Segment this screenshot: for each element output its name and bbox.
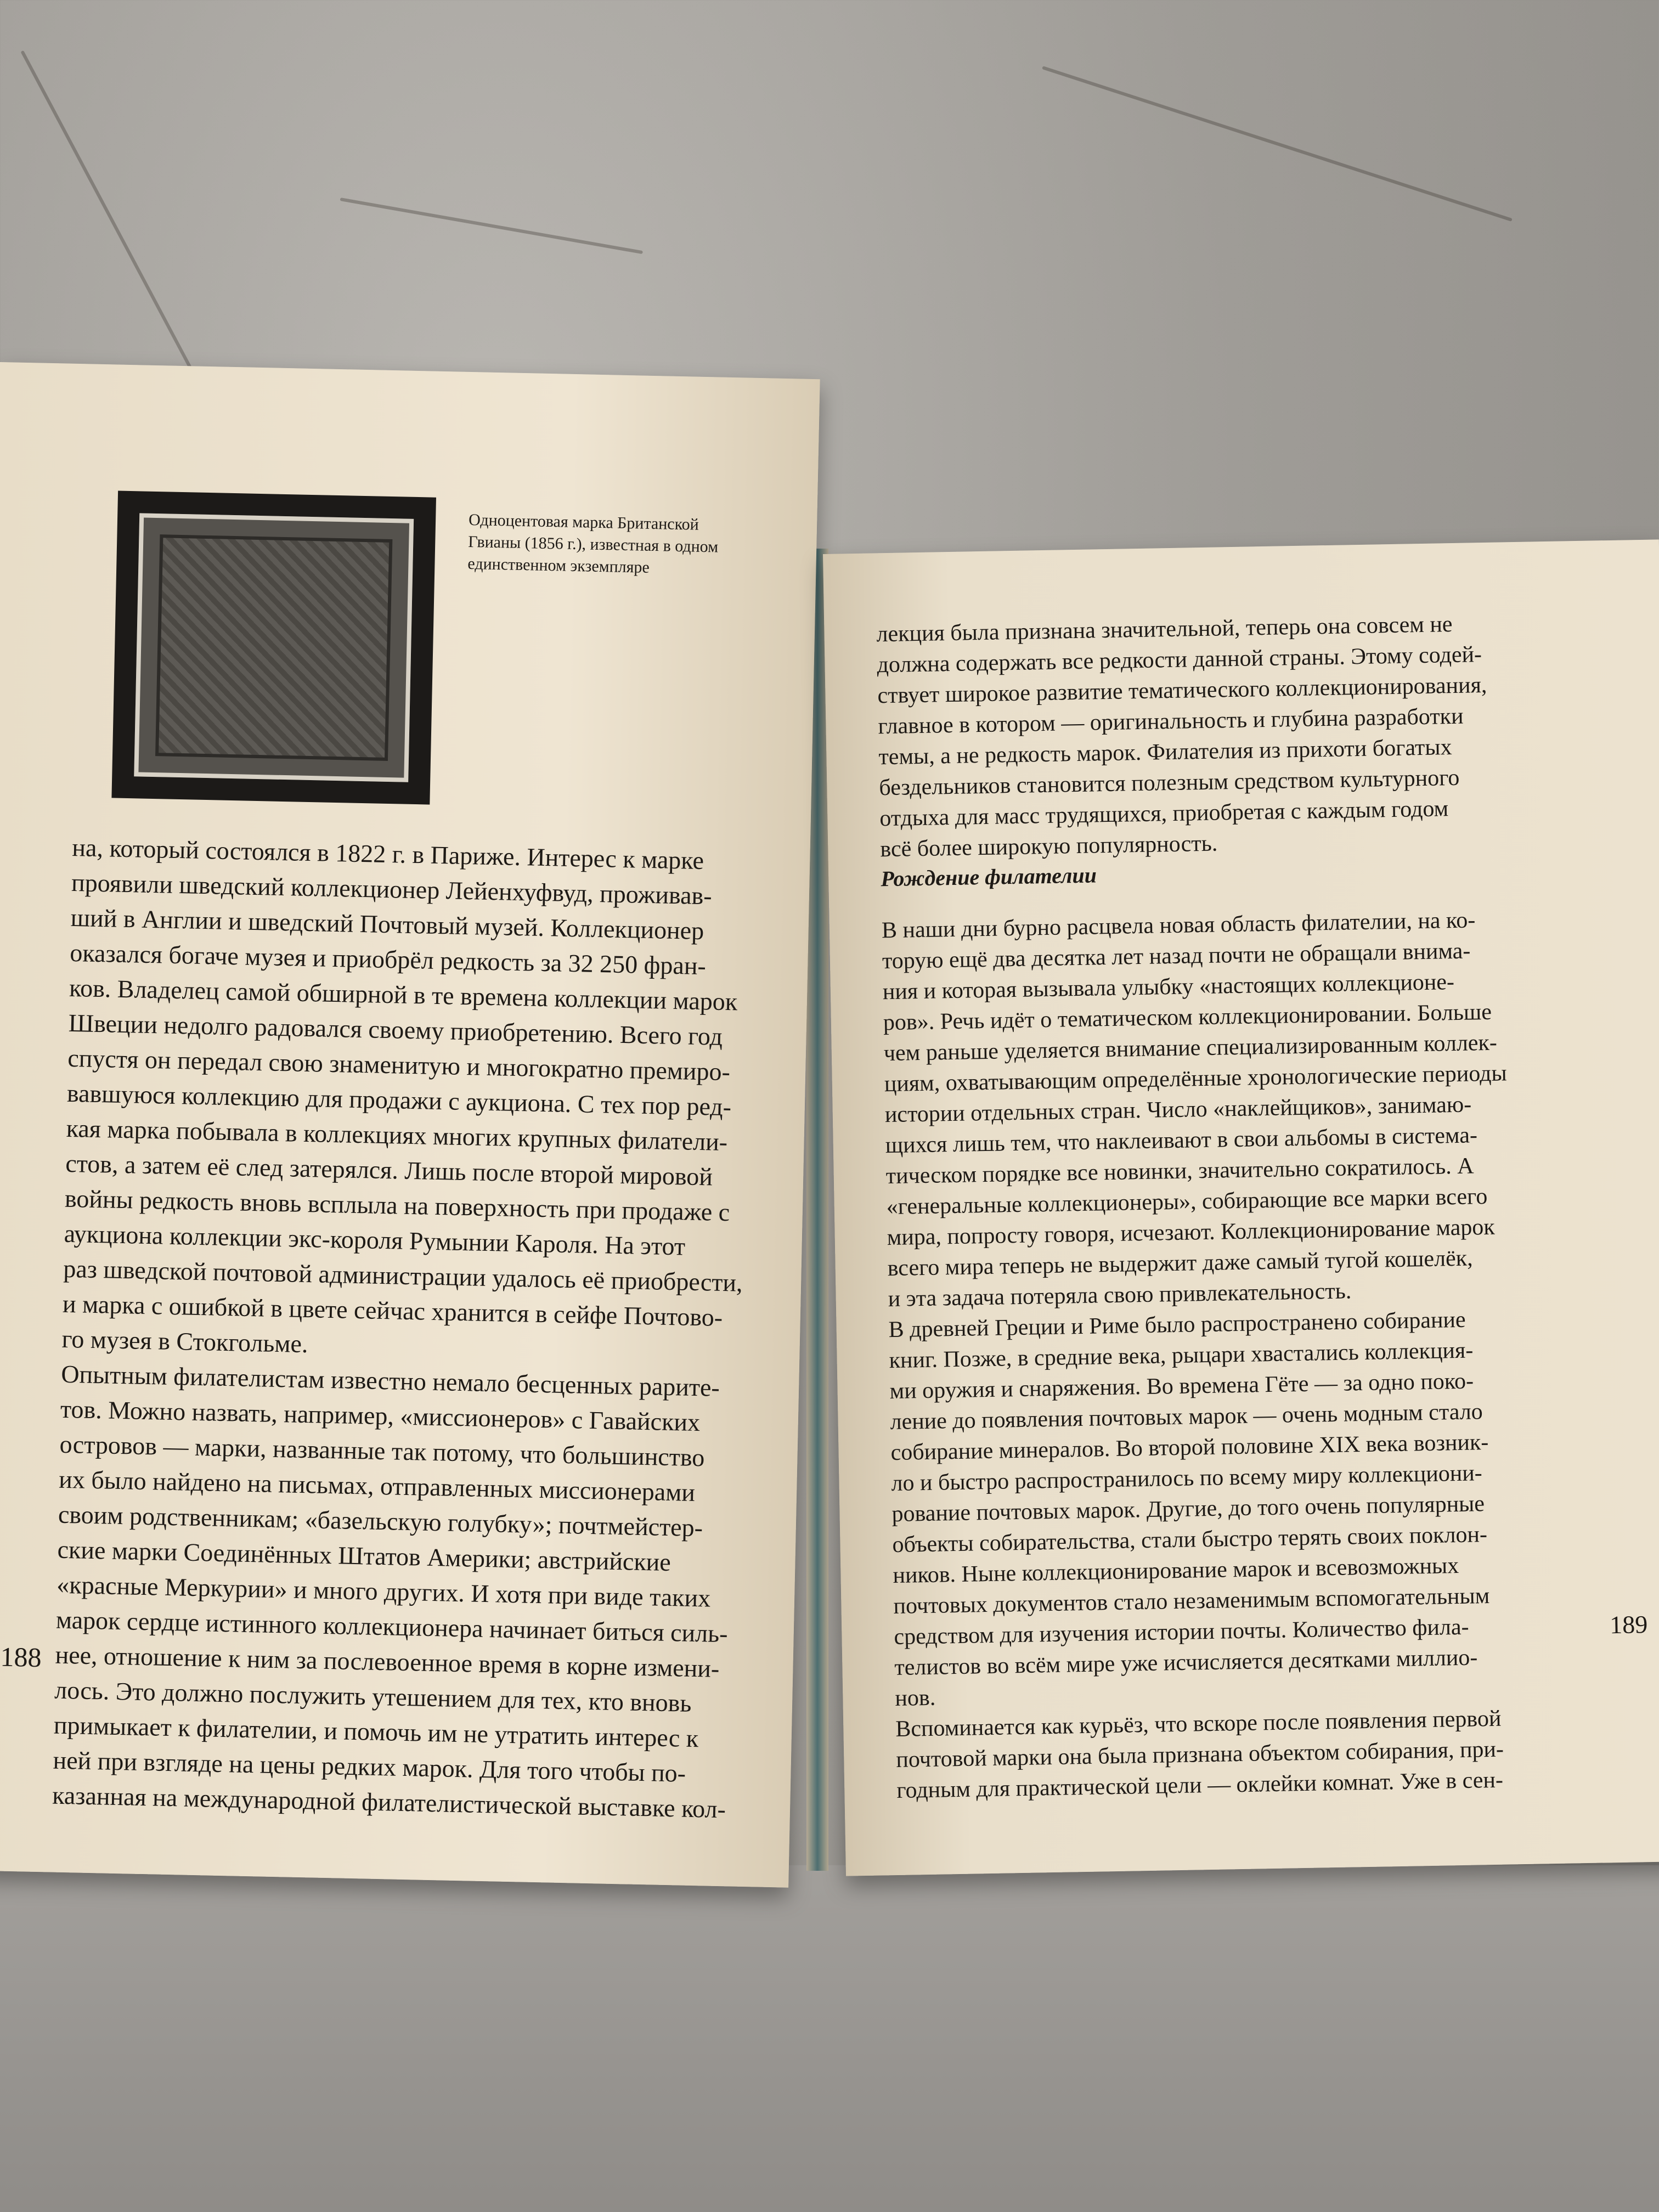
text-line: на, который состоялся в 1822 г. в Париже. Интерес к марке xyxy=(71,833,704,875)
stamp-caption: Одноцентовая марка Британской Гвианы (1856 г.), известная в одном единственном экземпляре xyxy=(467,510,719,577)
right-page-body xyxy=(882,904,1520,1806)
text-line: почтовых документов стало незаменимым вспомогательным xyxy=(893,1583,1490,1620)
left-page-body xyxy=(52,830,752,1827)
text-line: Вспоминается как курьёз, что вскоре после появления первой xyxy=(895,1706,1502,1742)
text-line: «генеральные коллекционеры», собирающие все марки всего xyxy=(886,1184,1488,1220)
surface-crack xyxy=(340,198,643,254)
right-page xyxy=(823,539,1659,1876)
text-line: ло и быстро распространилось по всему миру коллекциони- xyxy=(891,1460,1483,1497)
left-page xyxy=(0,362,820,1888)
right-page-intro xyxy=(876,608,1490,865)
text-line: циям, охватывающим определённые хронологические периоды xyxy=(884,1060,1508,1097)
text-line: телистов во всём мире уже исчисляется десятками миллио- xyxy=(894,1645,1478,1681)
text-line: тов. Можно назвать, например, «миссионеров» с Гавайских xyxy=(60,1395,701,1437)
text-line: почтовой марки она была признана объектом собирания, при- xyxy=(895,1736,1504,1773)
text-line: аукциона коллекции экс-короля Румынии Кароля. На этот xyxy=(64,1219,686,1261)
text-line: кая марка побывала в коллекциях многих крупных филатели- xyxy=(66,1114,728,1156)
section-heading: Рождение филателии xyxy=(880,862,1097,891)
text-line: ния и которая вызывала улыбку «настоящих коллекционе- xyxy=(882,969,1455,1005)
text-line: ми оружия и снаряжения. Во времена Гёте — за одно поко- xyxy=(889,1368,1474,1404)
text-line: островов — марки, названные так потому, что большинство xyxy=(59,1430,705,1472)
text-line: вавшуюся коллекцию для продажи с аукциона. С тех пор ред- xyxy=(66,1079,732,1121)
text-line: ший в Англии и шведский Почтовый музей. Коллекционер xyxy=(70,903,704,945)
text-line: лось. Это должно послужить утешением для тех, кто вновь xyxy=(54,1675,692,1717)
text-line: торую ещё два десятка лет назад почти не обращали внима- xyxy=(882,938,1471,974)
surface-crack xyxy=(1042,66,1513,222)
text-line: тическом порядке все новинки, значительно сократилось. А xyxy=(885,1153,1474,1189)
text-line: средством для изучения истории почты. Количество фила- xyxy=(894,1614,1469,1650)
text-line: собирание минералов. Во второй половине XIX века возник- xyxy=(890,1430,1489,1466)
text-line: раз шведской почтовой администрации удалось её приобрести, xyxy=(63,1254,743,1297)
text-line: войны редкость вновь всплыла на поверхность при продаже с xyxy=(64,1184,730,1227)
text-line: проявили шведский коллекционер Лейенхуфвуд, проживав- xyxy=(71,868,713,910)
text-line: примыкает к филателии, и помочь им не утратить интерес к xyxy=(53,1711,699,1753)
text-line: всё более широкую популярность. xyxy=(880,831,1218,862)
text-line: В древней Греции и Риме было распространено собирание xyxy=(888,1307,1466,1343)
text-line: бездельников становится полезным средством культурного xyxy=(879,765,1460,801)
page-number-right: 189 xyxy=(1609,1610,1648,1639)
text-line: главное в котором — оригинальность и глубина разработки xyxy=(878,703,1464,740)
text-line: ров». Речь идёт о тематическом коллекционировании. Больше xyxy=(883,999,1492,1036)
text-line: Швеции недолго радовался своему приобретению. Всего год xyxy=(68,1008,723,1051)
text-line: их было найдено на письмах, отправленных миссионерами xyxy=(58,1465,696,1506)
text-line: ление до появления почтовых марок — очень модным стало xyxy=(890,1399,1483,1435)
text-line: В наши дни бурно расцвела новая область филателии, на ко- xyxy=(881,907,1476,944)
text-line: объекты собирательства, стали быстро терять своих поклон- xyxy=(892,1522,1488,1558)
page-number-left: 188 xyxy=(0,1641,42,1673)
text-line: всего мира теперь не выдержит даже самый тугой кошелёк, xyxy=(887,1245,1473,1282)
text-line: щихся лишь тем, что наклеивают в свои альбомы в система- xyxy=(885,1122,1478,1159)
text-line: мира, попросту говоря, исчезают. Коллекционирование марок xyxy=(887,1214,1496,1251)
stamp-illustration xyxy=(111,491,436,805)
text-line: марок сердце истинного коллекционера начинает биться силь- xyxy=(55,1605,729,1648)
text-line: ские марки Соединённых Штатов Америки; австрийские xyxy=(57,1535,672,1577)
text-line: ней при взгляде на цены редких марок. Для того чтобы по- xyxy=(53,1746,686,1787)
text-line: истории отдельных стран. Число «наклейщиков», занимаю- xyxy=(884,1092,1472,1128)
text-line: темы, а не редкость марок. Филателия из прихоти богатых xyxy=(878,735,1452,770)
text-line: и марка с ошибкой в цвете сейчас хранится в сейфе Почтово- xyxy=(62,1289,723,1331)
text-line: должна содержать все редкости данной страны. Этому содей- xyxy=(877,642,1482,678)
stamp-image xyxy=(155,534,392,761)
text-line: ствует широкое развитие тематического коллекционирования, xyxy=(877,672,1487,709)
text-line: своим родственникам; «базельскую голубку»; почтмейстер- xyxy=(58,1500,703,1542)
text-line: спустя он передал свою знаменитую и многократно премиро- xyxy=(67,1043,731,1086)
text-line: ков. Владелец самой обширной в те времена коллекции марок xyxy=(69,973,738,1016)
text-line: казанная на международной филателистической выставке кол- xyxy=(52,1781,726,1824)
surface-crack xyxy=(20,50,204,391)
text-line: нее, отношение к ним за послевоенное время в корне измени- xyxy=(55,1640,720,1683)
text-line: стов, а затем её след затерялся. Лишь после второй мировой xyxy=(65,1149,713,1191)
text-line: оказался богаче музея и приобрёл редкость за 32 250 фран- xyxy=(69,938,707,980)
text-line: Опытным филателистам известно немало бесценных раритe- xyxy=(60,1359,720,1402)
text-line: ников. Ныне коллекционирование марок и всевозможных xyxy=(893,1553,1459,1589)
text-line: го музея в Стокгольме. xyxy=(61,1324,308,1358)
text-line: рование почтовых марок. Другие, до того очень популярные xyxy=(891,1491,1485,1527)
table-surface xyxy=(0,1865,1659,2212)
text-line: «красные Меркурии» и много других. И хотя при виде таких xyxy=(56,1570,711,1612)
text-line: книг. Позже, в средние века, рыцари хвастались коллекция- xyxy=(889,1338,1474,1374)
text-line: и эта задача потеряла свою привлекательность. xyxy=(888,1278,1352,1312)
text-line: чем раньше уделяется внимание специализированным коллек- xyxy=(883,1030,1498,1066)
text-line: отдыха для масс трудящихся, приобретая с каждым годом xyxy=(879,796,1449,832)
text-line: лекция была признана значительной, теперь она совсем не xyxy=(876,611,1453,647)
text-line: годным для практической цели — оклейки комнат. Уже в сен- xyxy=(896,1767,1504,1803)
text-line: нов. xyxy=(895,1685,936,1712)
